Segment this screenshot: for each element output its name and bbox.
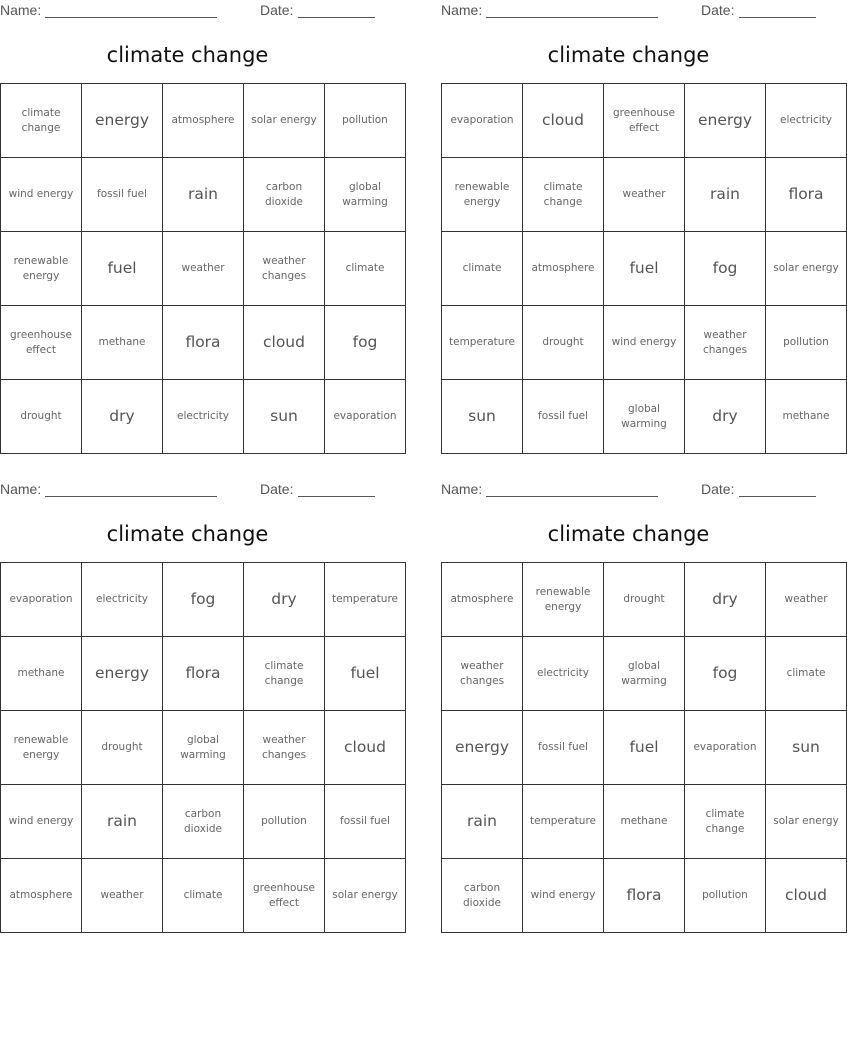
grid-cell: global warming — [604, 637, 685, 711]
bingo-card-2 — [441, 0, 839, 432]
grid-cell: greenhouse effect — [1, 306, 82, 380]
name-label: Name: — [441, 2, 483, 18]
grid-cell: fuel — [604, 711, 685, 785]
grid-cell: rain — [685, 158, 766, 232]
grid-cell: pollution — [244, 785, 325, 859]
grid-cell: climate — [325, 232, 406, 306]
grid-row — [1, 637, 406, 711]
grid-cell: global warming — [604, 380, 685, 454]
bingo-grid — [441, 83, 847, 454]
bingo-grid — [441, 562, 847, 933]
name-line — [45, 496, 217, 497]
grid-cell: global warming — [163, 711, 244, 785]
grid-cell: solar energy — [766, 232, 847, 306]
grid-cell: dry — [685, 380, 766, 454]
grid-cell: sun — [766, 711, 847, 785]
grid-cell: fossil fuel — [82, 158, 163, 232]
grid-cell: temperature — [325, 563, 406, 637]
grid-cell: climate change — [1, 84, 82, 158]
grid-cell: dry — [244, 563, 325, 637]
grid-cell: carbon dioxide — [442, 859, 523, 933]
grid-cell: carbon dioxide — [163, 785, 244, 859]
grid-cell: energy — [82, 637, 163, 711]
grid-cell: weather changes — [685, 306, 766, 380]
grid-cell: energy — [442, 711, 523, 785]
grid-cell: renewable energy — [442, 158, 523, 232]
grid-cell: drought — [604, 563, 685, 637]
grid-cell: sun — [442, 380, 523, 454]
grid-row — [442, 306, 847, 380]
grid-cell: climate change — [685, 785, 766, 859]
grid-cell: greenhouse effect — [244, 859, 325, 933]
grid-row — [442, 637, 847, 711]
grid-cell: solar energy — [244, 84, 325, 158]
grid-cell: temperature — [523, 785, 604, 859]
grid-cell: evaporation — [442, 84, 523, 158]
grid-row — [1, 380, 406, 454]
grid-row — [1, 785, 406, 859]
grid-cell: electricity — [82, 563, 163, 637]
grid-cell: renewable energy — [523, 563, 604, 637]
grid-cell: climate — [163, 859, 244, 933]
grid-cell: weather — [163, 232, 244, 306]
grid-cell: fuel — [604, 232, 685, 306]
grid-cell: cloud — [523, 84, 604, 158]
grid-cell: weather changes — [244, 232, 325, 306]
grid-cell: atmosphere — [1, 859, 82, 933]
date-line — [298, 17, 375, 18]
grid-cell: climate change — [244, 637, 325, 711]
grid-cell: wind energy — [1, 158, 82, 232]
grid-cell: atmosphere — [163, 84, 244, 158]
grid-cell: wind energy — [523, 859, 604, 933]
grid-cell: weather changes — [244, 711, 325, 785]
grid-row — [1, 859, 406, 933]
bingo-card-1 — [0, 0, 397, 432]
grid-cell: fossil fuel — [523, 711, 604, 785]
grid-cell: solar energy — [325, 859, 406, 933]
grid-cell: fog — [325, 306, 406, 380]
date-line — [298, 496, 375, 497]
grid-cell: fuel — [325, 637, 406, 711]
grid-row — [1, 232, 406, 306]
date-label: Date: — [701, 481, 735, 497]
grid-cell: cloud — [244, 306, 325, 380]
grid-cell: global warming — [325, 158, 406, 232]
grid-cell: evaporation — [1, 563, 82, 637]
grid-cell: drought — [82, 711, 163, 785]
date-label: Date: — [260, 2, 294, 18]
bingo-grid — [0, 83, 406, 454]
name-label: Name: — [0, 2, 42, 18]
grid-row — [1, 84, 406, 158]
grid-cell: energy — [685, 84, 766, 158]
grid-cell: methane — [604, 785, 685, 859]
grid-cell: wind energy — [604, 306, 685, 380]
card-title: climate change — [106, 522, 269, 546]
grid-cell: methane — [1, 637, 82, 711]
name-line — [486, 17, 658, 18]
date-label: Date: — [701, 2, 735, 18]
grid-cell: climate — [766, 637, 847, 711]
grid-row — [442, 232, 847, 306]
name-label: Name: — [441, 481, 483, 497]
grid-cell: fog — [685, 637, 766, 711]
grid-cell: electricity — [163, 380, 244, 454]
name-line — [45, 17, 217, 18]
grid-cell: evaporation — [685, 711, 766, 785]
grid-cell: rain — [163, 158, 244, 232]
grid-cell: fossil fuel — [325, 785, 406, 859]
grid-cell: rain — [442, 785, 523, 859]
grid-cell: solar energy — [766, 785, 847, 859]
card-title: climate change — [106, 43, 269, 67]
grid-cell: fuel — [82, 232, 163, 306]
grid-cell: climate — [442, 232, 523, 306]
grid-row — [442, 785, 847, 859]
grid-cell: renewable energy — [1, 232, 82, 306]
grid-cell: weather — [604, 158, 685, 232]
date-line — [739, 496, 816, 497]
grid-row — [442, 859, 847, 933]
name-label: Name: — [0, 481, 42, 497]
grid-cell: weather — [82, 859, 163, 933]
grid-cell: wind energy — [1, 785, 82, 859]
name-date-row — [0, 2, 375, 20]
grid-row — [442, 563, 847, 637]
grid-cell: renewable energy — [1, 711, 82, 785]
grid-cell: greenhouse effect — [604, 84, 685, 158]
grid-cell: temperature — [442, 306, 523, 380]
grid-cell: drought — [523, 306, 604, 380]
grid-cell: fossil fuel — [523, 380, 604, 454]
grid-cell: dry — [82, 380, 163, 454]
grid-cell: atmosphere — [523, 232, 604, 306]
grid-row — [442, 380, 847, 454]
grid-cell: flora — [766, 158, 847, 232]
date-line — [739, 17, 816, 18]
grid-cell: fog — [685, 232, 766, 306]
grid-cell: weather — [766, 563, 847, 637]
grid-cell: electricity — [766, 84, 847, 158]
grid-cell: flora — [163, 306, 244, 380]
bingo-card-4 — [441, 479, 839, 911]
grid-cell: carbon dioxide — [244, 158, 325, 232]
grid-cell: flora — [604, 859, 685, 933]
name-date-row — [0, 481, 375, 499]
grid-cell: fog — [163, 563, 244, 637]
grid-cell: evaporation — [325, 380, 406, 454]
grid-row — [442, 84, 847, 158]
grid-cell: pollution — [325, 84, 406, 158]
grid-row — [1, 711, 406, 785]
grid-cell: cloud — [325, 711, 406, 785]
grid-cell: methane — [82, 306, 163, 380]
card-title: climate change — [547, 43, 710, 67]
grid-row — [442, 711, 847, 785]
grid-cell: rain — [82, 785, 163, 859]
name-date-row — [441, 2, 816, 20]
grid-cell: pollution — [685, 859, 766, 933]
grid-cell: sun — [244, 380, 325, 454]
name-line — [486, 496, 658, 497]
date-label: Date: — [260, 481, 294, 497]
grid-cell: methane — [766, 380, 847, 454]
grid-cell: energy — [82, 84, 163, 158]
grid-cell: cloud — [766, 859, 847, 933]
bingo-grid — [0, 562, 406, 933]
grid-cell: flora — [163, 637, 244, 711]
grid-row — [442, 158, 847, 232]
grid-cell: weather changes — [442, 637, 523, 711]
grid-cell: drought — [1, 380, 82, 454]
grid-cell: atmosphere — [442, 563, 523, 637]
bingo-card-3 — [0, 479, 398, 911]
grid-cell: electricity — [523, 637, 604, 711]
grid-row — [1, 158, 406, 232]
grid-cell: dry — [685, 563, 766, 637]
grid-cell: climate change — [523, 158, 604, 232]
grid-row — [1, 306, 406, 380]
grid-cell: pollution — [766, 306, 847, 380]
grid-row — [1, 563, 406, 637]
card-title: climate change — [547, 522, 710, 546]
name-date-row — [441, 481, 816, 499]
